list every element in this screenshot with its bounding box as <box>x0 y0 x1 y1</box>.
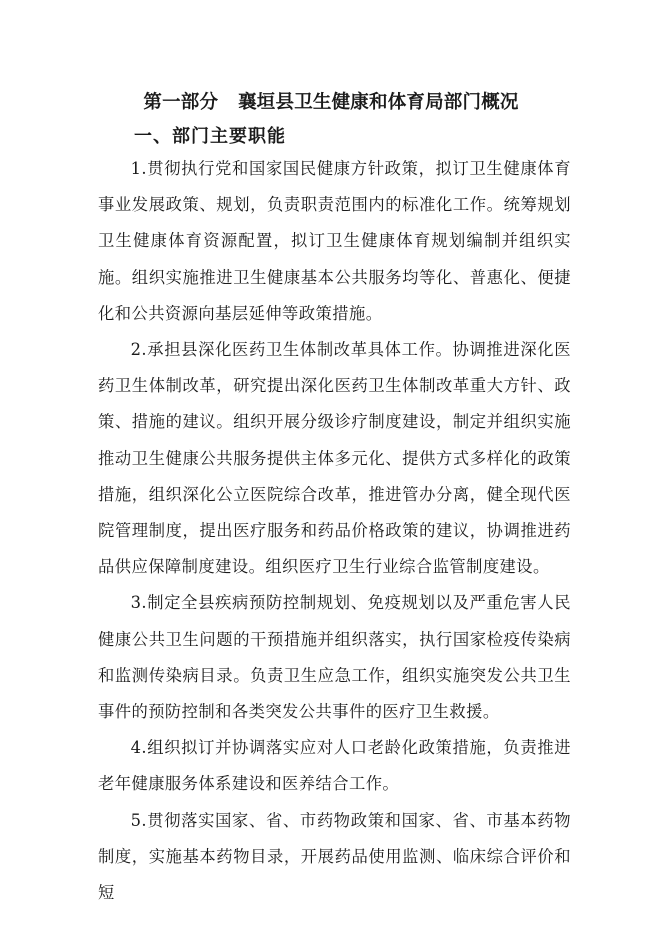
document-title: 第一部分 襄垣县卫生健康和体育局部门概况 <box>143 92 519 113</box>
paragraph-3: 3.制定全县疾病预防控制规划、免疫规划以及严重危害人民健康公共卫生问题的干预措施并组织落实，执行国家检疫传染病和监测传染病目录。负责卫生应急工作，组织实施突发公共卫生事件的预防控制和各类突发公共事件的医疗卫生救援。 <box>98 593 571 722</box>
section-heading: 一、部门主要职能 <box>134 126 286 147</box>
paragraph-5: 5.贯彻落实国家、省、市药物政策和国家、省、市基本药物制度，实施基本药物目录，开展药品使用监测、临床综合评价和短 <box>98 810 571 903</box>
paragraph-4: 4.组织拟订并协调落实应对人口老龄化政策措施，负责推进老年健康服务体系建设和医养结合工作。 <box>98 738 571 794</box>
paragraph-2: 2.承担县深化医药卫生体制改革具体工作。协调推进深化医药卫生体制改革，研究提出深化医药卫生体制改革重大方针、政策、措施的建议。组织开展分级诊疗制度建设，制定并组织实施推动卫生健康公共服务提供主体多元化、提供方式多样化的政策措施，组织深化公立医院综合改革，推进管办分离，健全现代医院管理制度，提出医疗服务和药品价格政策的建议，协调推进药品供应保障制度建设。组织医疗卫生行业综合监管制度建设。 <box>98 340 571 577</box>
document-body <box>98 151 571 911</box>
paragraph-1: 1.贯彻执行党和国家国民健康方针政策，拟订卫生健康体育事业发展政策、规划，负责职责范围内的标准化工作。统筹规划卫生健康体育资源配置，拟订卫生健康体育规划编制并组织实施。组织实施推进卫生健康基本公共服务均等化、普惠化、便捷化和公共资源向基层延伸等政策措施。 <box>98 159 571 323</box>
